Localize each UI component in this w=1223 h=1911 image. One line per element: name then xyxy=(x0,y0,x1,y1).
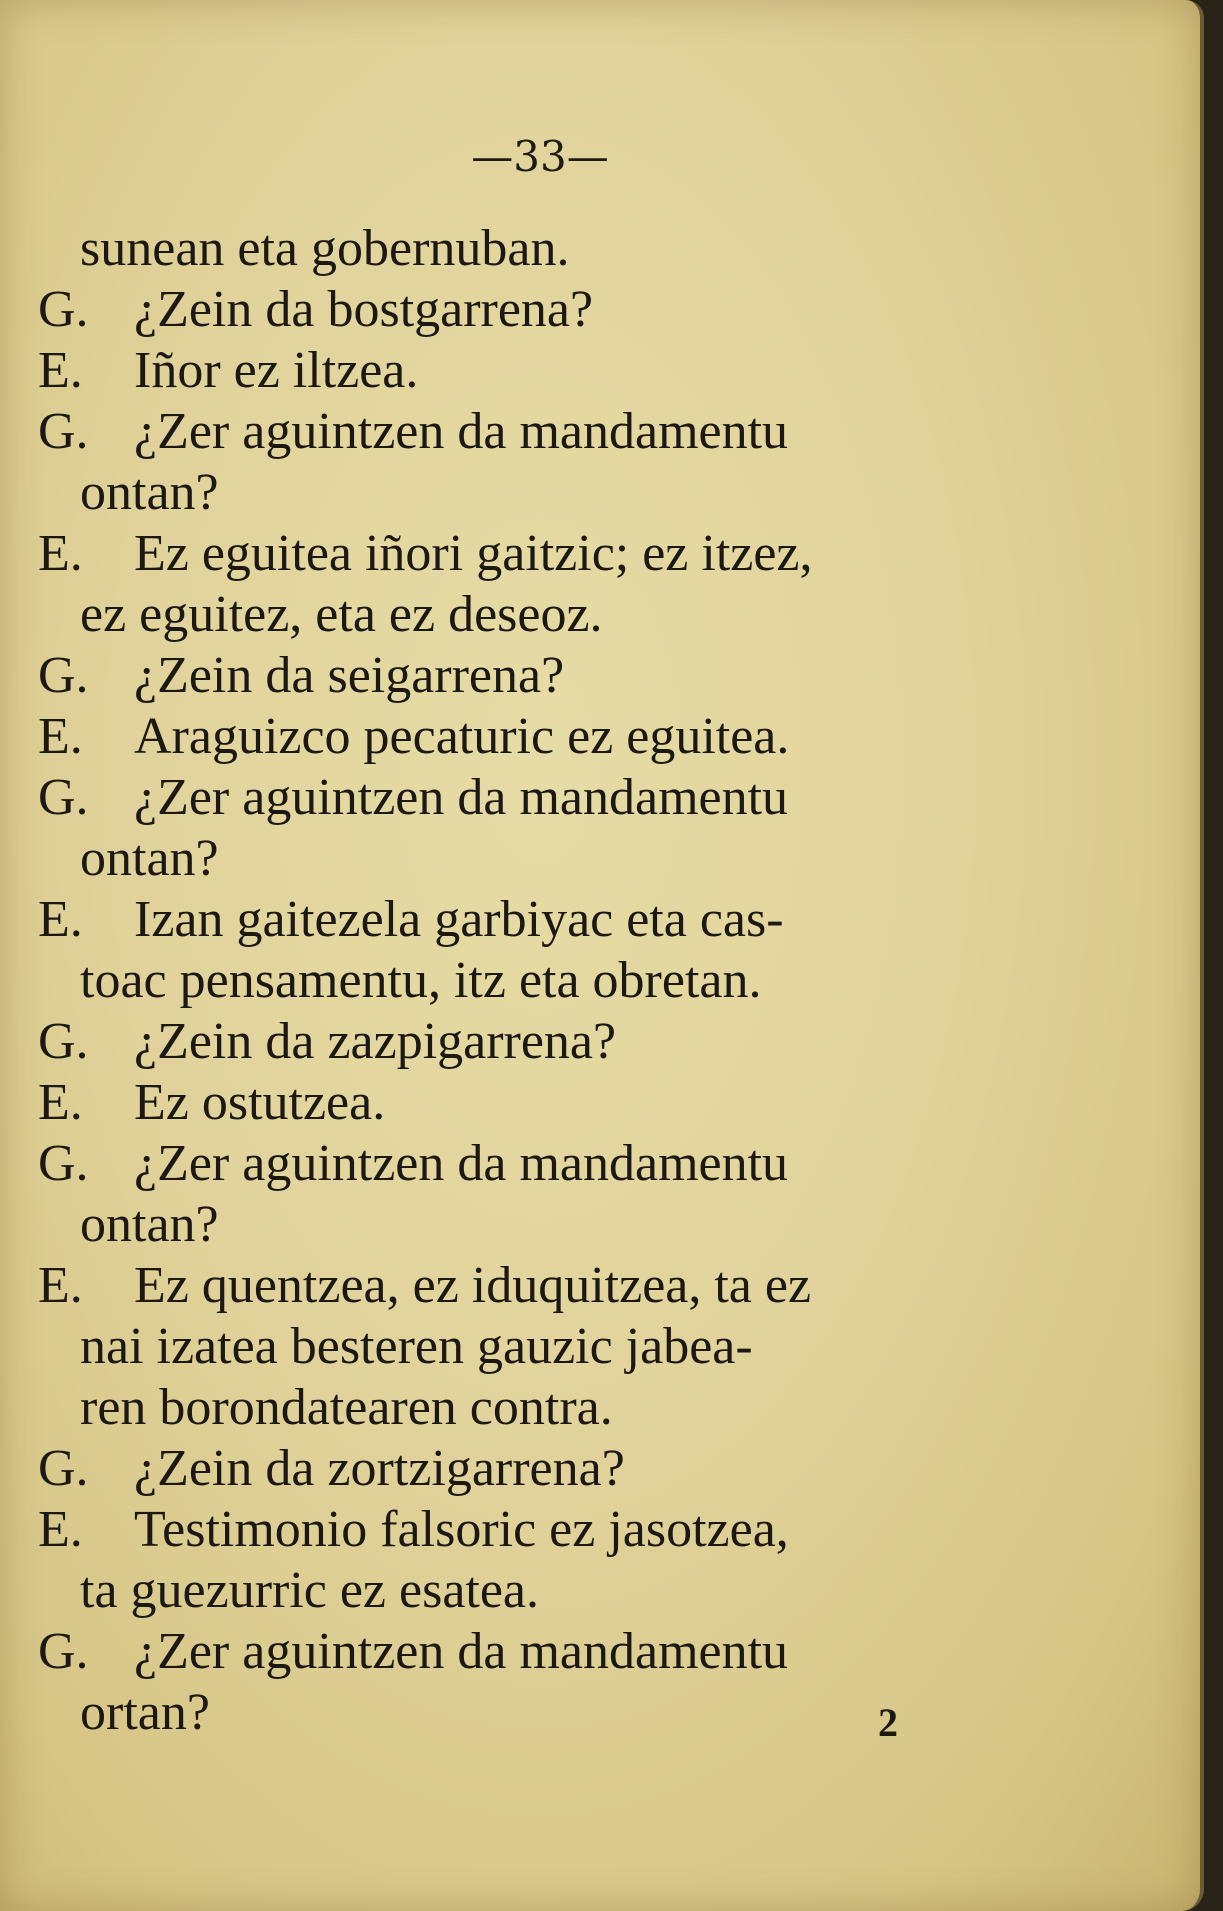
line-text: Testimonio falsoric ez jasotzea, xyxy=(134,1501,789,1558)
text-line xyxy=(38,1682,1038,1743)
text-line xyxy=(38,1560,1038,1621)
line-text: Izan gaitezela garbiyac eta cas- xyxy=(134,891,784,948)
line-text: ¿Zein da bostgarrena? xyxy=(134,281,594,338)
line-text: ¿Zer aguintzen da mandamentu xyxy=(134,1135,789,1192)
line-text: ontan? xyxy=(80,464,219,521)
text-line xyxy=(38,1316,1038,1377)
text-line xyxy=(38,462,1038,523)
text-line xyxy=(38,889,1038,950)
line-text: ortan? xyxy=(80,1684,210,1741)
text-line xyxy=(38,1377,1038,1438)
speaker-label: E. xyxy=(38,342,83,399)
text-line xyxy=(38,401,1038,462)
line-text: ¿Zein da zortzigarrena? xyxy=(134,1440,625,1497)
speaker-label: G. xyxy=(38,1013,89,1070)
line-text: ¿Zein da zazpigarrena? xyxy=(134,1013,617,1070)
text-line xyxy=(38,1255,1038,1316)
text-line xyxy=(38,1621,1038,1682)
text-line xyxy=(38,1011,1038,1072)
text-line xyxy=(38,1072,1038,1133)
line-text: toac pensamentu, itz eta obretan. xyxy=(80,952,762,1009)
catechism-text xyxy=(38,218,1038,1743)
speaker-label: G. xyxy=(38,1135,89,1192)
line-text: Ez ostutzea. xyxy=(134,1074,386,1131)
text-line xyxy=(38,340,1038,401)
speaker-label: E. xyxy=(38,891,83,948)
speaker-label: G. xyxy=(38,403,89,460)
line-text: ¿Zer aguintzen da mandamentu xyxy=(134,769,789,826)
line-text: Ez eguitea iñori gaitzic; ez itzez, xyxy=(134,525,813,582)
line-text: ez eguitez, eta ez deseoz. xyxy=(80,586,603,643)
text-line xyxy=(38,1438,1038,1499)
text-line xyxy=(38,828,1038,889)
text-line xyxy=(38,584,1038,645)
text-line xyxy=(38,1194,1038,1255)
speaker-label: E. xyxy=(38,1501,83,1558)
speaker-label: G. xyxy=(38,1623,89,1680)
page-number: —33— xyxy=(471,132,609,181)
line-text: Ez quentzea, ez iduquitzea, ta ez xyxy=(134,1257,812,1314)
line-text: ontan? xyxy=(80,1196,219,1253)
line-text: ¿Zer aguintzen da mandamentu xyxy=(134,1623,789,1680)
signature-mark: 2 xyxy=(878,1700,898,1745)
text-line xyxy=(38,950,1038,1011)
line-text: ren borondatearen contra. xyxy=(80,1379,613,1436)
text-line xyxy=(38,645,1038,706)
line-text: nai izatea besteren gauzic jabea- xyxy=(80,1318,753,1375)
text-line xyxy=(38,523,1038,584)
line-text: ontan? xyxy=(80,830,219,887)
text-line xyxy=(38,1133,1038,1194)
text-line xyxy=(38,706,1038,767)
text-line xyxy=(38,1499,1038,1560)
text-line xyxy=(38,218,1038,279)
text-line xyxy=(38,279,1038,340)
line-text: ¿Zer aguintzen da mandamentu xyxy=(134,403,789,460)
speaker-label: E. xyxy=(38,1074,83,1131)
speaker-label: G. xyxy=(38,769,89,826)
speaker-label: E. xyxy=(38,708,83,765)
text-line xyxy=(38,767,1038,828)
speaker-label: E. xyxy=(38,525,83,582)
line-text: sunean eta gobernuban. xyxy=(80,220,570,277)
line-text: Araguizco pecaturic ez eguitea. xyxy=(134,708,790,765)
speaker-label: G. xyxy=(38,647,89,704)
speaker-label: E. xyxy=(38,1257,83,1314)
line-text: ta guezurric ez esatea. xyxy=(80,1562,540,1619)
line-text: ¿Zein da seigarrena? xyxy=(134,647,565,704)
speaker-label: G. xyxy=(38,281,89,338)
line-text: Iñor ez iltzea. xyxy=(134,342,419,399)
speaker-label: G. xyxy=(38,1440,89,1497)
